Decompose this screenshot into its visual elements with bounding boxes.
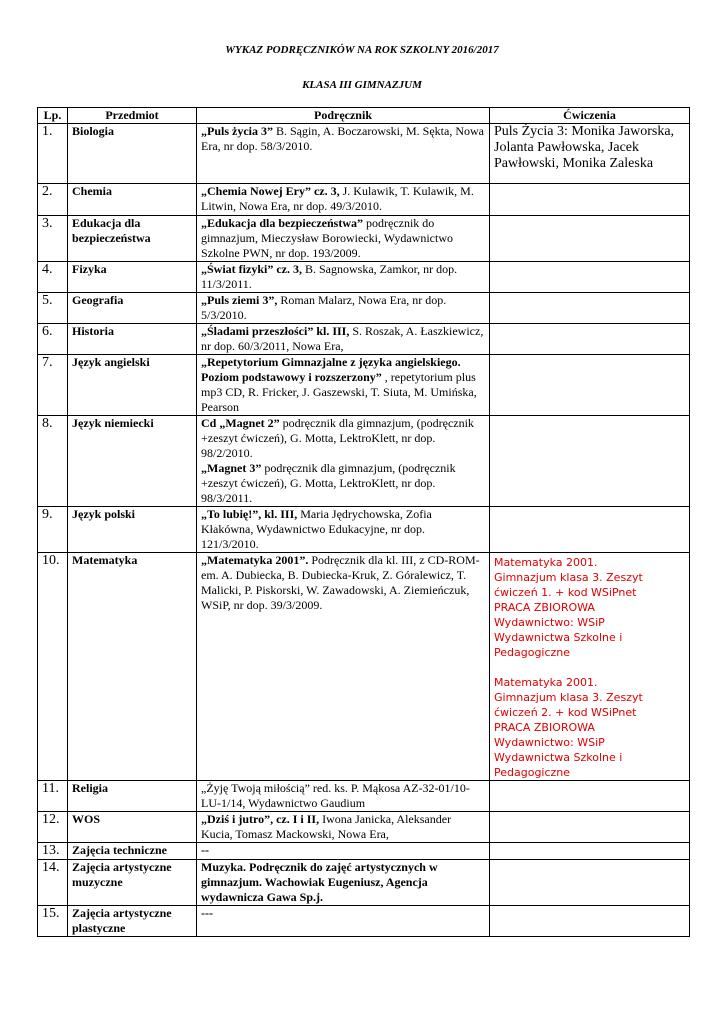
exercise-line: ćwiczeń 2. + kod WSiPnet (494, 706, 637, 719)
subject-cell: Geografia (68, 293, 197, 324)
textbook-cell (197, 416, 490, 507)
subject-cell: Język angielski (68, 355, 197, 416)
textbook-cell (197, 812, 490, 843)
row-number: 9. (38, 507, 68, 553)
exercises-cell (490, 860, 690, 906)
exercise-line: PRACA ZBIOROWA (494, 601, 595, 614)
textbook-cell (197, 324, 490, 355)
textbook-details: B. Sagnowska, Zamkor, nr dop. 11/3/2011. (201, 262, 458, 291)
spacer (494, 660, 685, 675)
textbook-details: , repetytorium plus mp3 CD, R. Fricker, J. Gaszewski, T. Siuta, M. Umińska, Pearson (201, 370, 477, 414)
textbook-details: podręcznik dla gimnazjum, (podręcznik +zeszyt ćwiczeń), G. Motta, LektroKlett, nr dop. 98/2/2010. (201, 416, 474, 460)
table-row (38, 324, 690, 355)
table-row (38, 812, 690, 843)
textbook-title: „Puls ziemi 3”, (201, 293, 278, 307)
subject-cell: Zajęcia artystyczne plastyczne (68, 906, 197, 937)
exercises-cell (490, 355, 690, 416)
subject-cell: Historia (68, 324, 197, 355)
row-number: 10. (38, 553, 68, 781)
class-subtitle: KLASA III GIMNAZJUM (302, 79, 422, 91)
exercises-cell: Puls Życia 3: Monika Jaworska, Jolanta Pawłowska, Jacek Pawłowski, Monika Zaleska (490, 124, 690, 184)
table-row (38, 124, 690, 184)
col-header-exercises: Ćwiczenia (490, 108, 690, 124)
exercise-line: Wydawnictwo: WSiP (494, 736, 605, 749)
textbook-title: „To lubię!”, kl. III, (201, 507, 298, 521)
row-number: 5. (38, 293, 68, 324)
exercises-cell (490, 906, 690, 937)
exercises-cell (490, 324, 690, 355)
textbook-title: „Matematyka 2001”. (201, 553, 309, 567)
textbook-details: Maria Jędrychowska, Zofia Kłakówna, Wydawnictwo Edukacyjne, nr dop. 121/3/2010. (201, 507, 432, 551)
exercises-cell (490, 812, 690, 843)
table-row (38, 355, 690, 416)
textbook-cell (197, 184, 490, 216)
textbook-cell (197, 262, 490, 293)
table-row (38, 416, 690, 507)
table-row (38, 216, 690, 262)
subject-cell: Zajęcia artystyczne muzyczne (68, 860, 197, 906)
textbook-cell (197, 507, 490, 553)
table-row (38, 860, 690, 906)
subject-cell: Fizyka (68, 262, 197, 293)
table-row (38, 906, 690, 937)
textbook-title: Muzyka. Podręcznik do zajęć artystycznych w gimnazjum. Wachowiak Eugeniusz, Agencja wydawnicza Gawa Sp.j. (201, 860, 438, 904)
textbook-table (37, 107, 690, 937)
subject-cell: Religia (68, 781, 197, 812)
row-number: 2. (38, 184, 68, 216)
subject-cell: Język polski (68, 507, 197, 553)
exercises-cell (490, 843, 690, 860)
exercise-line: Pedagogiczne (494, 766, 571, 779)
textbook-details: Podręcznik dla kl. III, z CD-ROM-em. A. Dubiecka, B. Dubiecka-Kruk, Z. Góralewicz, T. Malicki, P. Piskorski, W. Zawadowski, A. Ziemieńczuk, WSiP, nr dop. 39/3/2009. (201, 553, 480, 612)
textbook-title: „Repetytorium Gimnazjalne z języka angielskiego. Poziom podstawowy i rozszerzony” (201, 355, 461, 384)
exercise-line: Gimnazjum klasa 3. Zeszyt (494, 571, 643, 584)
textbook-cell (197, 860, 490, 906)
exercise-line: PRACA ZBIOROWA (494, 721, 595, 734)
textbook-title: -- (201, 843, 209, 857)
exercises-cell (490, 507, 690, 553)
exercise-line: Pedagogiczne (494, 646, 571, 659)
table-row (38, 781, 690, 812)
textbook-details: Iwona Janicka, Aleksander Kucia, Tomasz Mackowski, Nowa Era, (201, 812, 452, 841)
table-row (38, 553, 690, 781)
subject-cell: Biologia (68, 124, 197, 184)
textbook-details: S. Roszak, A. Łaszkiewicz, nr dop. 60/3/2011, Nowa Era, (201, 324, 484, 353)
textbook-title: „Puls życia 3” (201, 124, 273, 138)
textbook-cell (197, 216, 490, 262)
table-row (38, 843, 690, 860)
table-row (38, 262, 690, 293)
textbook-cell (197, 355, 490, 416)
exercise-line: Matematyka 2001. (494, 676, 598, 689)
exercises-cell (490, 553, 690, 781)
row-number: 13. (38, 843, 68, 860)
row-number: 12. (38, 812, 68, 843)
row-number: 6. (38, 324, 68, 355)
exercises-cell (490, 262, 690, 293)
textbook-details: J. Kulawik, T. Kulawik, M. Litwin, Nowa Era, nr dop. 49/3/2010. (201, 184, 474, 213)
textbook-cell (197, 293, 490, 324)
row-number: 7. (38, 355, 68, 416)
subject-cell: Edukacja dla bezpieczeństwa (68, 216, 197, 262)
textbook-title: „Chemia Nowej Ery” cz. 3, (201, 184, 340, 198)
exercise-line: Wydawnictwa Szkolne i (494, 631, 623, 644)
textbook-cell (197, 124, 490, 184)
row-number: 11. (38, 781, 68, 812)
table-row (38, 507, 690, 553)
row-number: 15. (38, 906, 68, 937)
exercise-line: Matematyka 2001. (494, 556, 598, 569)
row-number: 1. (38, 124, 68, 184)
col-header-subject: Przedmiot (68, 108, 197, 124)
table-row (38, 184, 690, 216)
textbook-details-2: podręcznik dla gimnazjum, (podręcznik +zeszyt ćwiczeń), G. Motta, LektroKlett, nr dop. 98/3/2011. (201, 461, 456, 505)
row-number: 8. (38, 416, 68, 507)
row-number: 3. (38, 216, 68, 262)
exercise-line: Wydawnictwo: WSiP (494, 616, 605, 629)
textbook-title-2: „Magnet 3” (201, 461, 262, 475)
textbook-details: B. Sągin, A. Boczarowski, M. Sękta, Nowa Era, nr dop. 58/3/2010. (201, 124, 484, 153)
textbook-title: „Dziś i jutro”, cz. I i II, (201, 812, 320, 826)
table-row (38, 293, 690, 324)
textbook-title: „Śladami przeszłości” kl. III, (201, 324, 350, 338)
exercise-line: Wydawnictwa Szkolne i (494, 751, 623, 764)
textbook-cell (197, 843, 490, 860)
subject-cell: Chemia (68, 184, 197, 216)
row-number: 14. (38, 860, 68, 906)
textbook-details: Roman Malarz, Nowa Era, nr dop. 5/3/2010. (201, 293, 447, 322)
textbook-cell (197, 553, 490, 781)
exercise-line: ćwiczeń 1. + kod WSiPnet (494, 586, 637, 599)
col-header-book: Podręcznik (197, 108, 490, 124)
textbook-details: podręcznik do gimnazjum, Mieczysław Borowiecki, Wydawnictwo Szkolne PWN, nr dop. 193/2009. (201, 216, 453, 260)
exercises-cell (490, 293, 690, 324)
page-title: WYKAZ PODRĘCZNIKÓW NA ROK SZKOLNY 2016/2017 (225, 44, 499, 56)
exercises-cell (490, 781, 690, 812)
textbook-title: Cd „Magnet 2” (201, 416, 280, 430)
subject-cell: Zajęcia techniczne (68, 843, 197, 860)
textbook-title: „Świat fizyki” cz. 3, (201, 262, 302, 276)
subject-cell: WOS (68, 812, 197, 843)
textbook-title: „Edukacja dla bezpieczeństwa” (201, 216, 363, 230)
subject-cell: Matematyka (68, 553, 197, 781)
exercises-cell (490, 416, 690, 507)
col-header-lp: Lp. (38, 108, 68, 124)
exercises-cell (490, 184, 690, 216)
subject-cell: Język niemiecki (68, 416, 197, 507)
textbook-cell (197, 906, 490, 937)
textbook-cell: „Żyję Twoją miłością” red. ks. P. Mąkosa AZ-32-01/10-LU-1/14, Wydawnictwo Gaudium (197, 781, 490, 812)
exercise-line: Gimnazjum klasa 3. Zeszyt (494, 691, 643, 704)
exercises-cell (490, 216, 690, 262)
table-header-row (38, 108, 690, 124)
textbook-title: --- (201, 906, 213, 920)
row-number: 4. (38, 262, 68, 293)
